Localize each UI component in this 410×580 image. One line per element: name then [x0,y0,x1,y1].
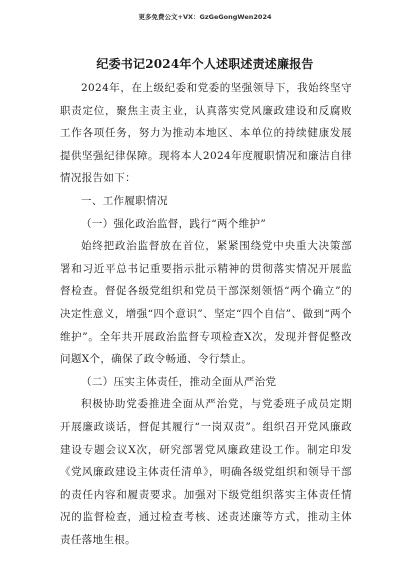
body-paragraph: 始终把政治监督放在首位，紧紧围绕党中央重大决策部署和习近平总书记重要指示批示精神的贯彻落实情况开展监督检查。督促各级党组织和党员干部深刻领悟“两个确立”的决定性意义，增强“四个意识”、坚定“四个自信”、做到“两个维护”。全年共开展政治监督专项检查X次，发现并督促整改问题X个，确保了政令畅通、令行禁止。 [60,240,352,366]
section-heading: 一、工作履职情况 [81,194,168,207]
subsection-heading: （一）强化政治监督，践行“两个维护” [81,217,267,230]
document-body [60,77,352,551]
page-header: 更多免费公文+VX：GzGeGongWen2024 [138,13,272,21]
body-paragraph: 积极协助党委推进全面从严治党，与党委班子成员定期开展廉政谈话，督促其履行“一岗双责”。组织召开党风廉政建设专题会议X次，研究部署党风廉政建设工作。制定印发《党风廉政建设主体责任清单》，明确各级党组织和领导干部的责任内容和履责要求。加强对下级党组织落实主体责任情况的监督检查，通过检查考核、述责述廉等方式，推动主体责任落地生根。 [60,398,352,546]
subsection-heading: （二）压实主体责任，推动全面从严治党 [81,375,277,388]
intro-paragraph: 2024年，在上级纪委和党委的坚强领导下，我始终坚守职责定位，聚焦主责主业，认真落实党风廉政建设和反腐败工作各项任务，努力为推动本地区、本单位的持续健康发展提供坚强纪律保障。现将本人2024年度履职情况和廉洁自律情况报告如下： [60,82,352,185]
document-title: 纪委书记2024年个人述职述责述廉报告 [96,57,314,71]
